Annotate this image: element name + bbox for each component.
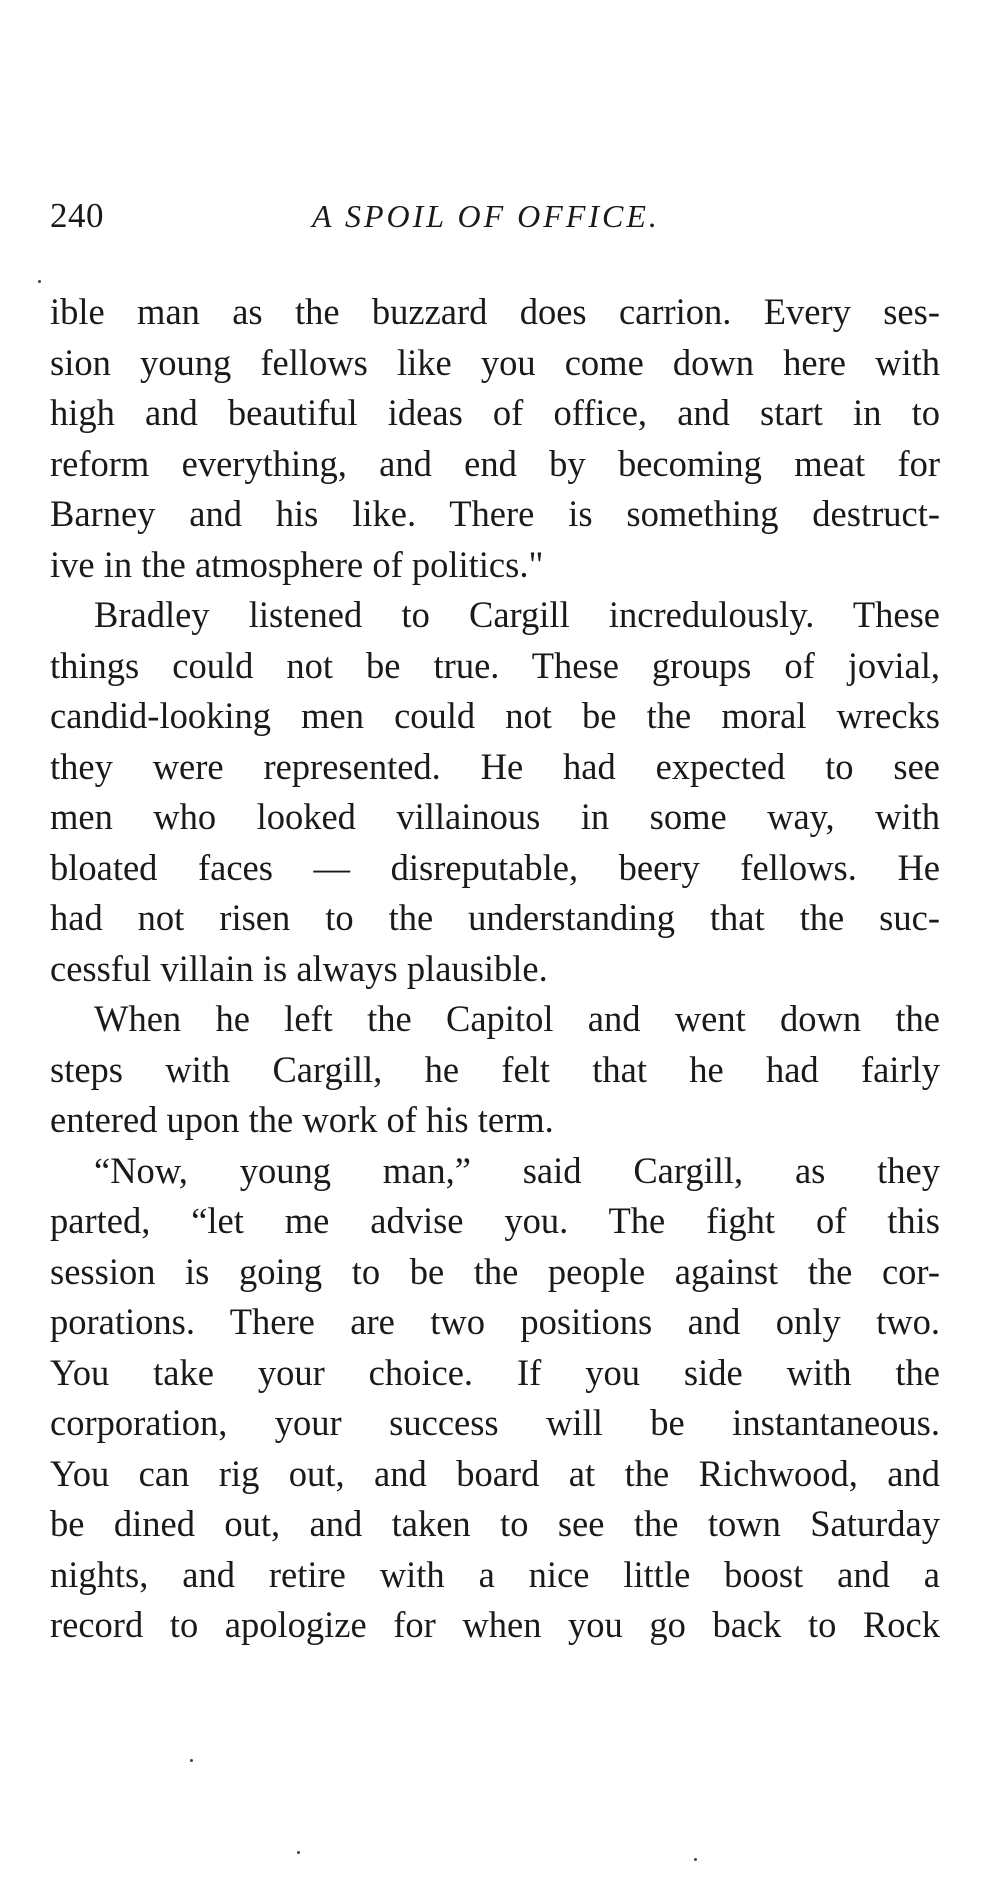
text-line: session is going to be the people against the cor- [50,1250,940,1292]
text-line: men who looked villainous in some way, with [50,796,940,837]
text-line: corporation, your success will be instantaneous. [50,1402,940,1443]
text-line: they were represented. He had expected to see [50,745,940,787]
text-line: porations. There are two positions and only two. [50,1301,940,1342]
running-head [50,196,950,246]
paragraph-first-line: Bradley listened to Cargill incredulously. These [94,594,940,635]
text-line: reform everything, and end by becoming meat for [50,442,940,484]
text-line: entered upon the work of his term. [50,1099,554,1140]
text-line: record to apologize for when you go back to Rock [50,1604,940,1645]
text-line: ive in the atmosphere of politics." [50,543,544,585]
text-line: high and beautiful ideas of office, and start in to [50,392,940,433]
print-speck [38,280,41,283]
text-line: candid-looking men could not be the moral wrecks [50,695,940,736]
text-line: cessful villain is always plausible. [50,947,548,989]
page-number: 240 [50,196,104,235]
text-line: parted, “let me advise you. The fight of this [50,1200,940,1241]
text-line: Barney and his like. There is something destruct- [50,493,940,534]
text-line: You take your choice. If you side with the [50,1351,940,1393]
paragraph-first-line: “Now, young man,” said Cargill, as they [94,1149,940,1191]
text-line: steps with Cargill, he felt that he had fairly [50,1048,940,1090]
text-line: ible man as the buzzard does carrion. Every ses- [50,291,940,332]
text-line: nights, and retire with a nice little boost and a [50,1553,940,1595]
text-line: You can rig out, and board at the Richwood, and [50,1452,940,1494]
running-title: A SPOIL OF OFFICE. [312,198,660,234]
text-line: sion young fellows like you come down here with [50,341,940,383]
text-line: had not risen to the understanding that the suc- [50,897,940,938]
text-line: be dined out, and taken to see the town Saturday [50,1503,940,1544]
print-speck [297,1851,300,1854]
paragraph-first-line: When he left the Capitol and went down the [94,998,940,1039]
print-speck [190,1759,193,1762]
text-line: things could not be true. These groups of jovial, [50,644,940,686]
print-speck [694,1858,697,1861]
text-line: bloated faces — disreputable, beery fellows. He [50,846,940,888]
body-text [50,287,940,1651]
